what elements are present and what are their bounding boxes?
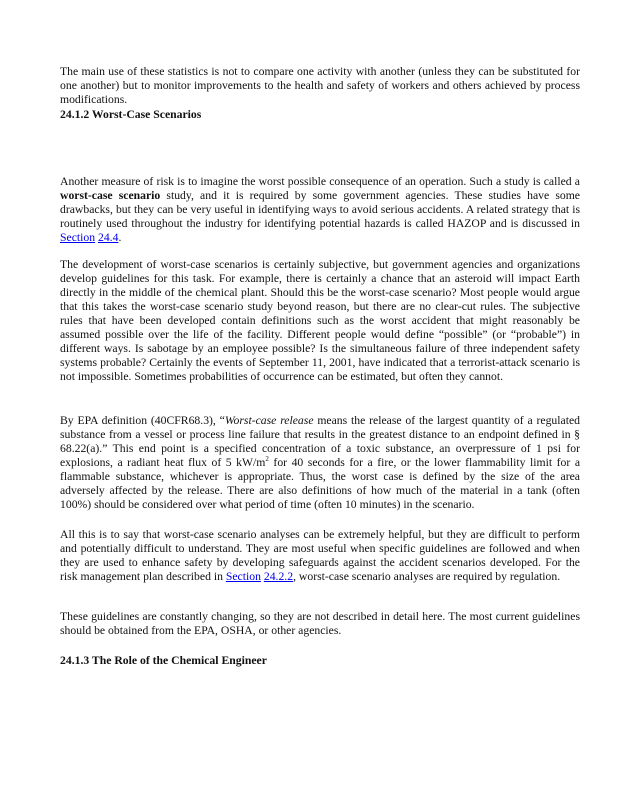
text: means the release of the largest quantity of a regulated substance from a vessel or process line failure that results in the greatest distance to an endpoint defined in § 68.22(a).” This end point is a specified concentration of a toxic substance, an overpressure of 1 psi for explosions, a radiant heat flux of 5 kW/m xyxy=(60,413,580,469)
text: All this is to say that worst-case scenario analyses can be extremely helpful, but they are difficult to perform and potentially difficult to understand. They are most useful when specific guidelines are followed and when they are used to enhance safety by developing safeguards against the accident scenarios developed. For the risk management plan described in xyxy=(60,527,580,583)
link-section[interactable]: Section xyxy=(60,231,96,245)
paragraph-epa-definition xyxy=(60,414,580,513)
text: Another measure of risk is to imagine the worst possible consequence of an operation. Such a study is called a xyxy=(60,174,580,188)
link-section[interactable]: Section xyxy=(225,569,261,583)
text: . xyxy=(118,231,122,245)
paragraph-guidelines: These guidelines are constantly changing, so they are not described in detail here. The most current guidelines should be obtained from the EPA, OSHA, or other agencies. xyxy=(60,609,580,637)
italic-term: Worst-case release xyxy=(224,413,314,427)
bold-term: worst-case scenario xyxy=(60,188,161,202)
paragraph-analyses xyxy=(60,528,580,584)
paragraph-worst-case-intro xyxy=(60,175,580,245)
link-section-24-4[interactable]: 24.4 xyxy=(97,231,119,245)
superscript: 2 xyxy=(265,455,269,464)
paragraph-development: The development of worst-case scenarios is certainly subjective, but government agencies and organizations develop guidelines for this task. For example, there is certainly a chance that an asteroid will impact Earth directly in the middle of the chemical plant. Should this be the worst-case scenario? Most people would argue that this takes the worst-case scenario study beyond reason, but there are no clear-cut rules. The subjective rules that have been developed contain definitions such as the worst accident that might reasonably be assumed possible over the life of the facility. Different people would define “possible” (or “probable”) in different ways. Is sabotage by an employee possible? Is the simultaneous failure of three independent safety systems probable? Certainly the events of September 11, 2001, have indicated that a terrorist-attack scenario is not impossible. Sometimes probabilities of occurrence can be estimated, but often they cannot. xyxy=(60,257,580,384)
section-heading-role: 24.1.3 The Role of the Chemical Engineer xyxy=(60,654,267,667)
text: for 40 seconds for a fire, or the lower flammability limit for a flammable substance, whichever is appropriate. Thus, the worst case is defined by the size of the area adversely affected by the release. There are also definitions of how much of the material in a tank (often 100%) should be considered over what period of time (often 10 minutes) in the scenario. xyxy=(60,455,581,512)
paragraph-statistics: The main use of these statistics is not to compare one activity with another (unless they can be substituted for one another) but to monitor improvements to the health and safety of workers and others achieved by process modifications. xyxy=(60,64,580,106)
section-heading-worst-case: 24.1.2 Worst-Case Scenarios xyxy=(60,108,202,121)
link-section-24-2-2[interactable]: 24.2.2 xyxy=(263,569,294,583)
text: , worst-case scenario analyses are required by regulation. xyxy=(293,569,561,583)
text: By EPA definition (40CFR68.3), “ xyxy=(60,413,225,427)
text: study, and it is required by some government agencies. These studies have some drawbacks, but they can be very useful in identifying ways to avoid serious accidents. A related strategy that is routinely used throughout the industry for identifying potential hazards is called HAZOP and is discussed in xyxy=(60,188,580,230)
